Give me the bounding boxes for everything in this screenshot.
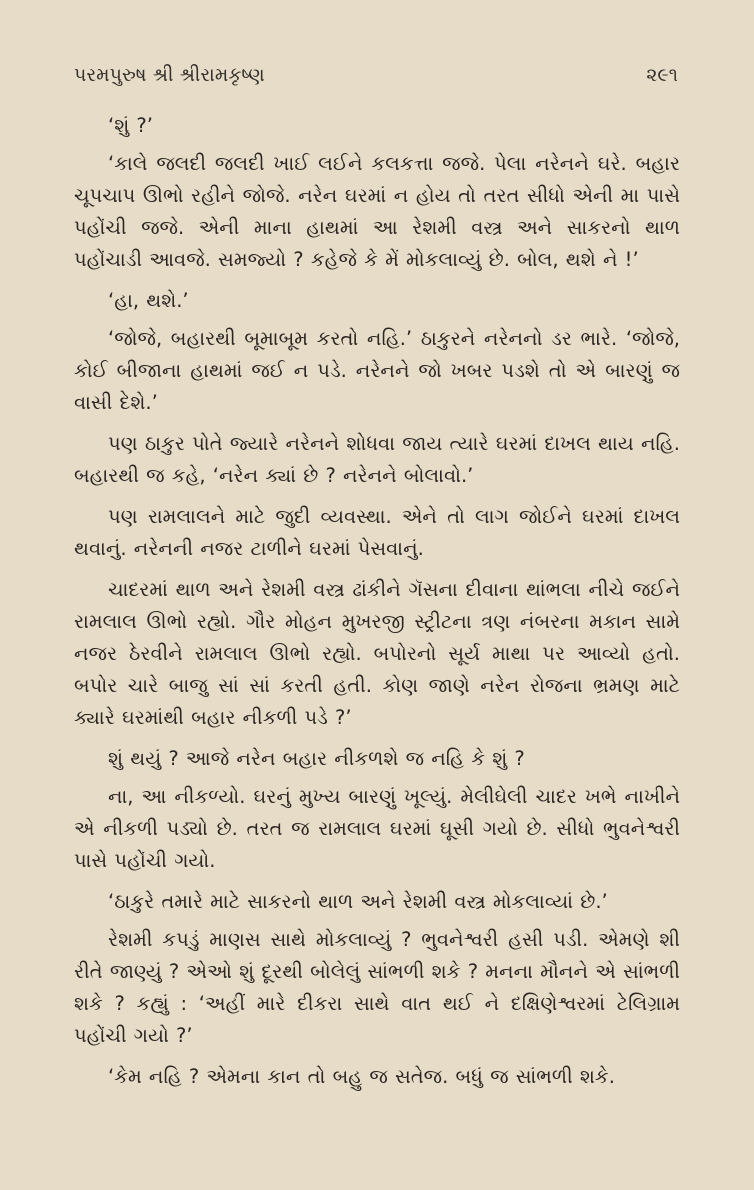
paragraph: ‘કેમ નહિ ? એમના કાન તો બહુ જ સતેજ. બધું જ સાંભળી શકે. xyxy=(108,1065,615,1088)
running-header xyxy=(74,60,678,90)
paragraph: પણ રામલાલને માટે જુદી વ્યવસ્થા. એને તો લાગ જોઈને ઘરમાં દાખલ થવાનું. નરેનની નજર ટાળીને ઘરમાં પેસવાનું. xyxy=(74,505,680,560)
paragraph: ‘કાલે જલદી જલદી ખાઈ લઈને કલકત્તા જજે. પેલા નરેનને ઘરે. બહાર ચૂપચાપ ઊભો રહીને જોજે. નરેન ઘરમાં ન હોય તો તરત સીધો એની મા પાસે પહોંચી જજે. એની માના હાથમાં આ રેશમી વસ્ત્ર અને સાકરનો થાળ પહોંચાડી આવજે. સમજ્યો ? કહેજે કે મેં મોકલાવ્યું છે. બોલ, થશે ને !’ xyxy=(74,152,680,271)
paragraph: ચાદરમાં થાળ અને રેશમી વસ્ત્ર ઢાંકીને ગૅસના દીવાના થાંભલા નીચે જઈને રામલાલ ઊભો રહ્યો. ગૌર મોહન મુખરજી સ્ટ્રીટના ત્રણ નંબરના મકાન સામે નજર ઠેરવીને રામલાલ ઊભો રહ્યો. બપોરનો સૂર્ય માથા પર આવ્યો હતો. બપોર ચારે બાજુ સાં સાં કરતી હતી. કોણ જાણે નરેન રોજના ભ્રમણ માટે ક્યારે ઘરમાંથી બહાર નીકળી પડે ?’ xyxy=(74,578,680,729)
paragraph: ‘ઠાકુરે તમારે માટે સાકરનો થાળ અને રેશમી વસ્ત્ર મોકલાવ્યાં છે.’ xyxy=(108,890,608,913)
paragraph: ‘હા, થશે.’ xyxy=(108,289,189,312)
paragraph: ‘જોજે, બહારથી બૂમાબૂમ કરતો નહિ.’ ઠાકુરને નરેનનો ડર ભારે. ‘જોજે, કોઈ બીજાના હાથમાં જઈ ન પડે. નરેનને જો ખબર પડશે તો એ બારણું જ વાસી દેશે.’ xyxy=(74,327,680,414)
paragraph: શું થયું ? આજે નરેન બહાર નીકળશે જ નહિ કે શું ? xyxy=(108,747,525,770)
book-title: પરમપુરુષ શ્રી શ્રીરામકૃષ્ણ xyxy=(74,64,265,86)
paragraph: રેશમી કપડું માણસ સાથે મોકલાવ્યું ? ભુવનેશ્વરી હસી પડી. એમણે શી રીતે જાણ્યું ? એઓ શું દૂરથી બોલેલું સાંભળી શકે ? મનના મૌનને એ સાંભળી શકે ? કહ્યું : ‘અહીં મારે દીકરા સાથે વાત થઈ ને દક્ષિણેશ્વરમાં ટેલિગ્રામ પહોંચી ગયો ?’ xyxy=(74,928,680,1047)
page-number: ૨૯૧ xyxy=(646,64,678,86)
paragraph: પણ ઠાકુર પોતે જ્યારે નરેનને શોધવા જાય ત્યારે ઘરમાં દાખલ થાય નહિ. બહારથી જ કહે, ‘નરેન ક્યાં છે ? નરેનને બોલાવો.’ xyxy=(74,432,680,487)
page-body xyxy=(74,110,680,1102)
paragraph: ના, આ નીકળ્યો. ઘરનું મુખ્ય બારણું ખૂલ્યું. મેલીઘેલી ચાદર ખભે નાખીને એ નીકળી પડ્યો છે. તરત જ રામલાલ ઘરમાં ઘૂસી ગયો છે. સીધો ભુવનેશ્વરી પાસે પહોંચી ગયો. xyxy=(74,785,680,872)
paragraph: ‘શું ?’ xyxy=(108,114,153,137)
